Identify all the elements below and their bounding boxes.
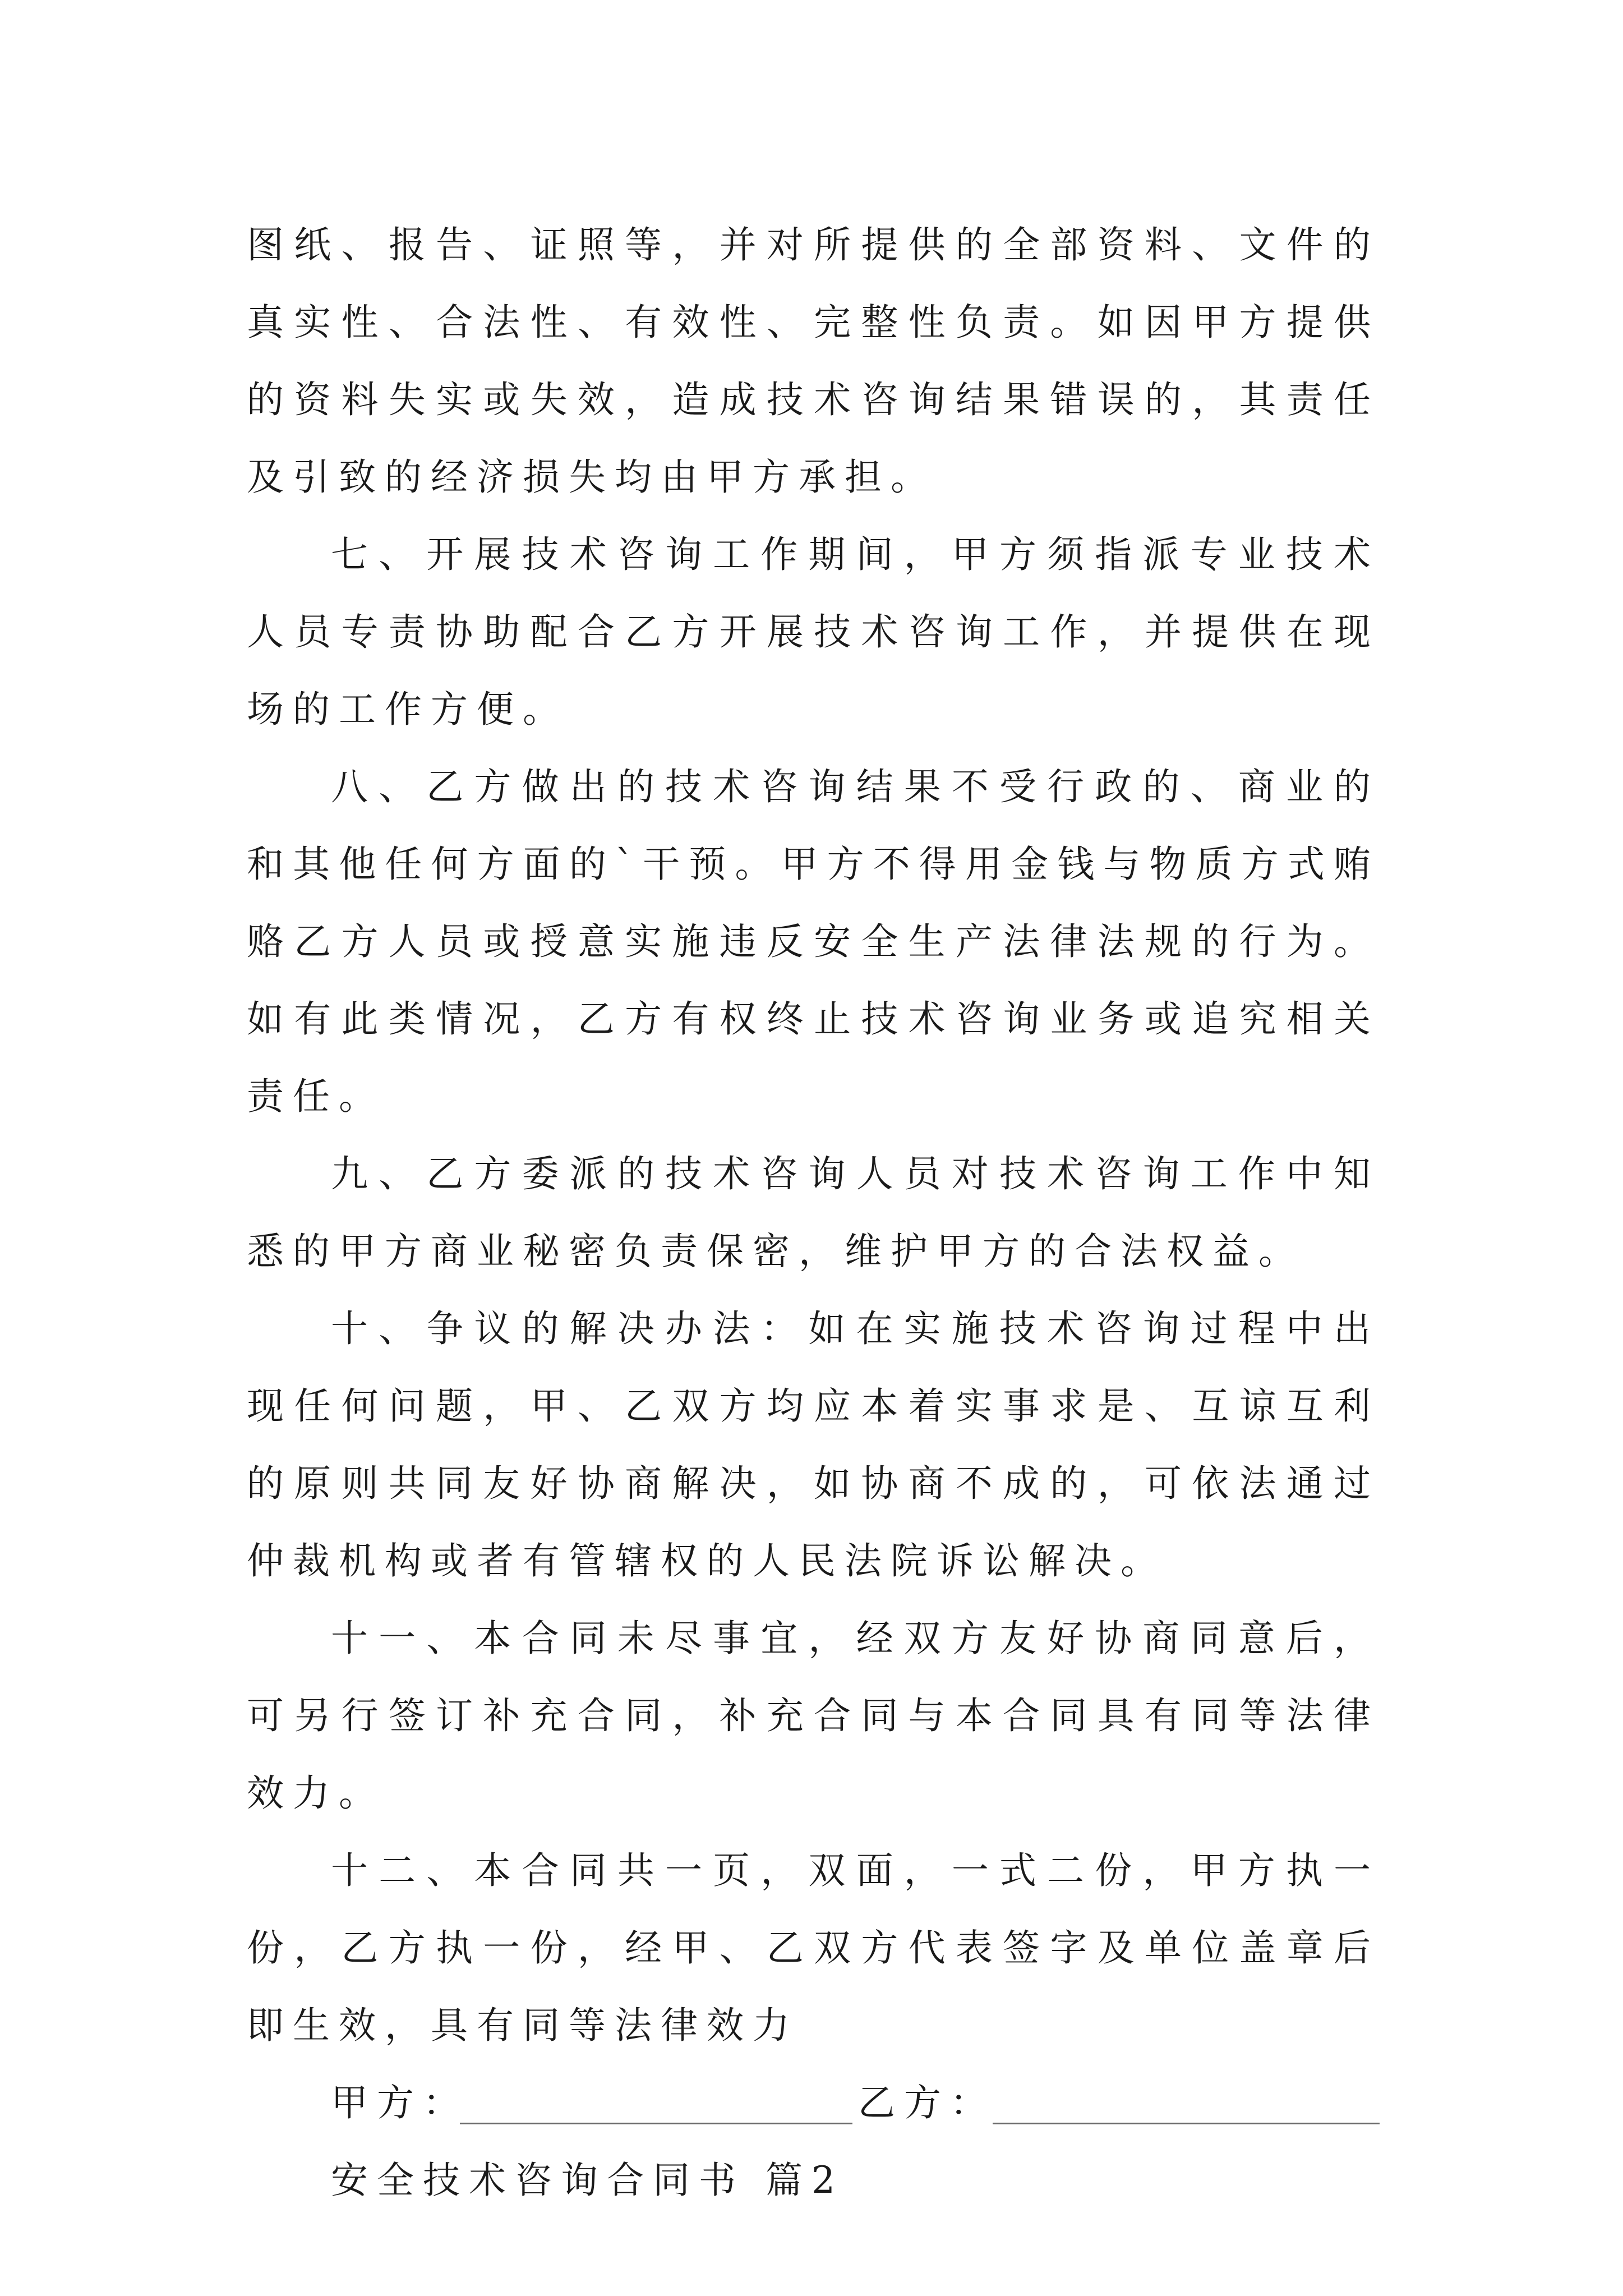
party-a-label: 甲方： <box>331 2081 469 2124</box>
party-b-signature-blank <box>993 2123 1380 2124</box>
party-b-label: 乙方： <box>858 2081 996 2124</box>
document-body <box>247 206 1380 2219</box>
clause-9: 九、乙方委派的技术咨询人员对技术咨询工作中知悉的甲方商业秘密负责保密，维护甲方的合法权益。 <box>247 1152 1380 1273</box>
paragraph-continuation: 图纸、报告、证照等，并对所提供的全部资料、文件的真实性、合法性、有效性、完整性负责。如因甲方提供的资料失实或失效，造成技术咨询结果错误的，其责任及引致的经济损失均由甲方承担。 <box>247 223 1380 499</box>
clause-8: 八、乙方做出的技术咨询结果不受行政的、商业的和其他任何方面的`干预。甲方不得用金钱与物质方式贿赂乙方人员或授意实施违反安全生产法律法规的行为。如有此类情况，乙方有权终止技术咨询业务或追究相关责任。 <box>247 765 1380 1118</box>
section-title: 安全技术咨询合同书 篇2 <box>331 2159 844 2202</box>
party-a-signature-blank <box>460 2123 852 2124</box>
clause-11: 十一、本合同未尽事宜，经双方友好协商同意后，可另行签订补充合同，补充合同与本合同具有同等法律效力。 <box>247 1617 1380 1815</box>
clause-10: 十、争议的解决办法：如在实施技术咨询过程中出现任何问题，甲、乙双方均应本着实事求是、互谅互利的原则共同友好协商解决，如协商不成的，可依法通过仲裁机构或者有管辖权的人民法院诉讼解决。 <box>247 1307 1380 1582</box>
signature-line <box>247 2064 1380 2142</box>
clause-12: 十二、本合同共一页，双面，一式二份，甲方执一份，乙方执一份，经甲、乙双方代表签字及单位盖章后即生效，具有同等法律效力 <box>247 1849 1380 2047</box>
clause-7: 七、开展技术咨询工作期间，甲方须指派专业技术人员专责协助配合乙方开展技术咨询工作，并提供在现场的工作方便。 <box>247 533 1380 731</box>
